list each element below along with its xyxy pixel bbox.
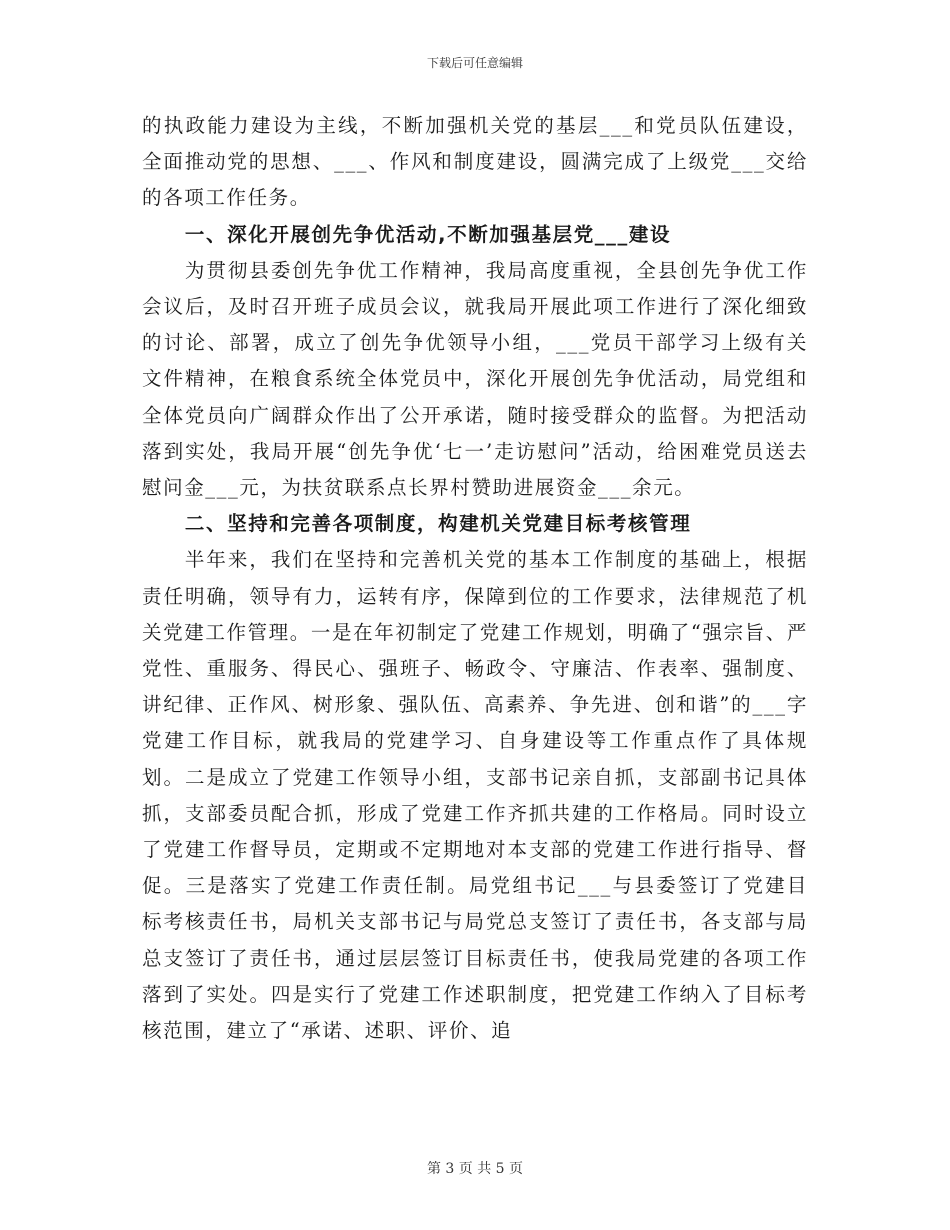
section-heading-2: 二、坚持和完善各项制度，构建机关党建目标考核管理 [184,512,692,536]
page-header-note: 下载后可任意编辑 [426,56,523,70]
paragraph-section-2: 半年来，我们在坚持和完善机关党的基本工作制度的基础上，根据责任明确，领导有力，运转有序，保障到位的工作要求，法律规范了机关党建工作管理。一是在年初制定了党建工作规划，明确了“强宗旨、严党性、重服务、得民心、强班子、畅政令、守廉洁、作表率、强制度、讲纪律、正作风、树形象、强队伍、高素养、争先进、创和谐”的___字党建工作目标，就我局的党建学习、自身建设等工作重点作了具体规划。二是成立了党建工作领导小组，支部书记亲自抓，支部副书记具体抓，支部委员配合抓，形成了党建工作齐抓共建的工作格局。同时设立了党建工作督导员，定期或不定期地对本支部的党建工作进行指导、督促。三是落实了党建工作责任制。局党组书记___与县委签订了党建目标考核责任书，局机关支部书记与局党总支签订了责任书，各支部与局总支签订了责任书，通过层层签订目标责任书，使我局党建的各项工作落到了实处。四是实行了党建工作述职制度，把党建工作纳入了目标考核范围，建立了“承诺、述职、评价、追 [142,548,808,1043]
section-heading-1: 一、深化开展创先争优活动,不断加强基层党___建设 [184,222,672,246]
document-body [142,108,808,1049]
paragraph-section-1: 为贯彻县委创先争优工作精神，我局高度重视，全县创先争优工作会议后，及时召开班子成员会议，就我局开展此项工作进行了深化细致的讨论、部署，成立了创先争优领导小组，___党员干部学习上级有关文件精神，在粮食系统全体党员中，深化开展创先争优活动，局党组和全体党员向广阔群众作出了公开承诺，随时接受群众的监督。为把活动落到实处，我局开展“创先争优‘七一’走访慰问”活动，给困难党员送去慰问金___元，为扶贫联系点长界村赞助进展资金___余元。 [142,258,808,500]
paragraph-intro: 的执政能力建设为主线，不断加强机关党的基层___和党员队伍建设，全面推动党的思想、___、作风和制度建设，圆满完成了上级党___交给的各项工作任务。 [142,114,808,210]
page-number: 第 3 页 共 5 页 [426,1161,524,1177]
